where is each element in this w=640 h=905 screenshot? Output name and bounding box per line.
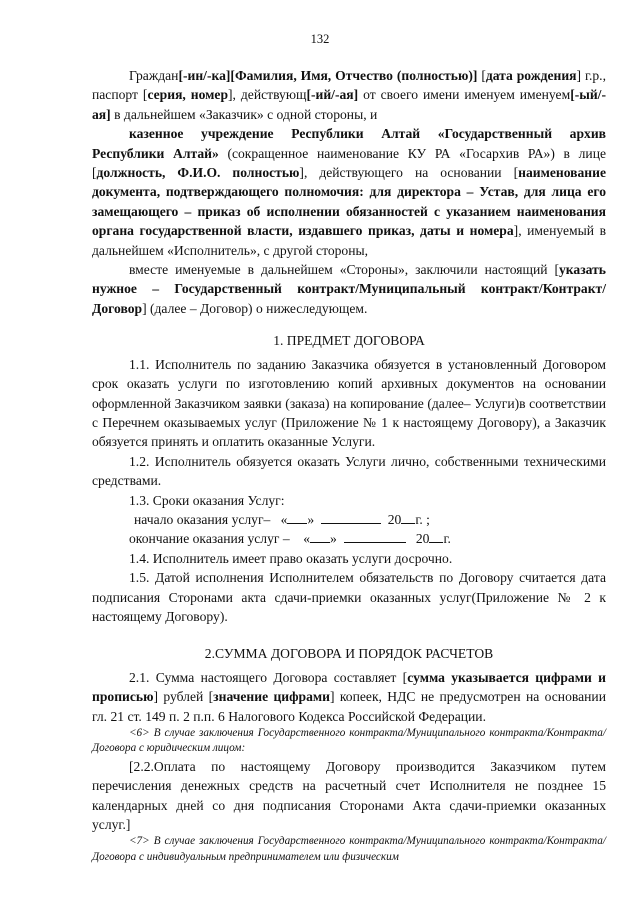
- document-body: [92, 66, 606, 865]
- clause-1-4: 1.4. Исполнитель имеет право оказать услуги досрочно.: [129, 550, 453, 566]
- month-blank: [344, 530, 406, 543]
- year-blank: [429, 530, 443, 543]
- text-run: г. ;: [415, 511, 430, 527]
- footnote-7: [92, 834, 606, 865]
- clause-1-3: 1.3. Сроки оказания Услуг:: [129, 492, 285, 508]
- bold-placeholder: [-ый/-ая]: [92, 87, 606, 122]
- bold-placeholder: значение цифрами: [213, 689, 330, 705]
- text-run: окончание оказания услуг –: [129, 531, 290, 547]
- preamble-customer: [92, 66, 606, 124]
- year-blank: [401, 511, 415, 524]
- service-end-line: [92, 529, 606, 548]
- service-start-line: [92, 510, 606, 529]
- bold-placeholder: сумма указывается цифрами и прописью: [92, 669, 606, 705]
- text-run: начало оказания услуг–: [134, 511, 271, 527]
- text-run: «: [303, 531, 311, 547]
- text-run: ] г.р., паспорт [: [92, 68, 606, 103]
- text-run: ], действующ: [228, 87, 307, 103]
- text-run: В случае заключения Государственного контракта/Муниципального контракта/Контракта/Договора с юридическим лицом:: [92, 727, 606, 755]
- section-heading-2: 2.СУММА ДОГОВОРА И ПОРЯДОК РАСЧЕТОВ: [204, 646, 494, 662]
- bold-placeholder: наименование документа, подтверждающего полномочия: для директора – Устав, для лица его замещающего – приказ об исполнении обязанностей с указанием наименования органа государственной власти, издавшего приказ, даты и номера: [92, 165, 606, 239]
- clause-2-2: [2.2.Оплата по настоящему Договору производится Заказчиком путем перечисления денежных средств на расчетный счет Исполнителя не позднее 15 календарных дней со дня подписания Сторонами Акта сдачи-приемки оказанных услуг.]: [92, 758, 606, 833]
- text-run: В случае заключения Государственного контракта/Муниципального контракта/Контракта/Договора с индивидуальным предпринимателем или физическим: [92, 835, 606, 863]
- section-heading-1: 1. ПРЕДМЕТ ДОГОВОРА: [273, 333, 425, 349]
- text-run: «: [280, 511, 288, 527]
- bold-placeholder: казенное учреждение Республики Алтай «Государственный архив Республики Алтай»: [92, 126, 606, 161]
- clause-1-1: 1.1. Исполнитель по заданию Заказчика обязуется в установленный Договором срок оказать услуги по изготовлению копий архивных документов на основании оформленной Заказчиком заявки (заказа) на копирование (далее– Услуги)в соответствии с Перечнем оказываемых услуг (Приложение № 1 к настоящему Договору), а Заказчик обязуется принять и оплатить оказанные Услуги.: [92, 356, 606, 450]
- footnote-marker: <6>: [129, 727, 150, 739]
- text-run: Граждан: [129, 68, 179, 83]
- text-run: г.: [443, 531, 451, 547]
- text-run: 20: [415, 531, 430, 547]
- text-run: в дальнейшем «Заказчик» с одной стороны, и: [110, 106, 378, 122]
- text-run: [: [477, 68, 486, 83]
- text-run: ], действующего на основании [: [299, 165, 519, 181]
- text-run: »: [330, 531, 337, 547]
- text-run: ] (далее – Договор) о нижеследующем.: [142, 300, 368, 316]
- bold-placeholder: должность, Ф.И.О. полностью: [96, 165, 300, 181]
- bold-placeholder: [-ий/-ая]: [306, 87, 359, 103]
- text-run: (сокращенное наименование КУ РА «Госархив РА») в лице [: [92, 145, 606, 181]
- footnote-6: [92, 726, 606, 757]
- bold-placeholder: серия, номер: [147, 87, 229, 103]
- text-run: 2.1. Сумма настоящего Договора составляет [: [129, 669, 408, 685]
- bold-placeholder: [-ин/-ка][Фамилия, Имя, Отчество (полностью)]: [178, 68, 478, 83]
- text-run: ] рублей [: [153, 689, 214, 705]
- month-blank: [321, 511, 381, 524]
- clause-2-1: [92, 668, 606, 726]
- bold-placeholder: дата рождения: [485, 68, 577, 83]
- clause-1-2: 1.2. Исполнитель обязуется оказать Услуги лично, собственными техническими средствами.: [92, 453, 606, 489]
- text-run: ], именуемый в дальнейшем «Исполнитель», с другой стороны,: [92, 223, 606, 258]
- clause-1-5: 1.5. Датой исполнения Исполнителем обязательств по Договору считается дата подписания Сторонами акта сдачи-приемки оказанных услуг(Приложение № 2 к настоящему Договору).: [92, 570, 606, 624]
- text-run: от своего имени именуем именуем: [358, 87, 571, 103]
- text-run: »: [307, 511, 315, 527]
- preamble-executor: [92, 124, 606, 260]
- preamble-parties: [92, 260, 606, 318]
- footnote-marker: <7>: [129, 835, 150, 848]
- bold-placeholder: указать нужное – Государственный контракт/Муниципальный контракт/Контракт/Договор: [92, 262, 606, 316]
- text-run: вместе именуемые в дальнейшем «Стороны», заключили настоящий [: [129, 262, 559, 278]
- text-run: ] копеек, НДС не предусмотрен на основании гл. 21 ст. 149 п. 2 п.п. 6 Налогового Кодекса Российской Федерации.: [92, 689, 606, 724]
- page-number: 132: [310, 32, 330, 46]
- text-run: 20: [387, 511, 402, 527]
- day-blank: [287, 511, 307, 524]
- day-blank: [310, 530, 330, 543]
